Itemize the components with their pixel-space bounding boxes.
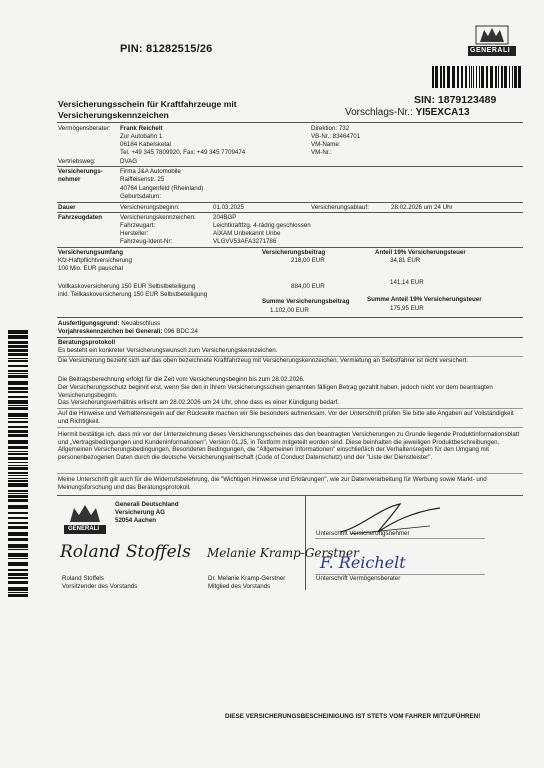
sig2-name: Dr. Melanie Kramp-Gerstner bbox=[208, 575, 286, 582]
signature-stoffels: Roland Stoffels bbox=[60, 542, 191, 562]
vorjahr-label: Vorjahreskennzeichen bei Generali: 096 BDC.24 bbox=[58, 328, 198, 335]
kz-label: Versicherungskennzeichen: bbox=[120, 214, 196, 221]
signature-kramp-gerstner: Melanie Kramp-Gerstner bbox=[207, 546, 359, 560]
kz-value: 204BGP bbox=[213, 214, 237, 221]
protokoll-p6: Auf die Hinweise und Verhaltensregeln auf der Rückseite machen wir Sie besonders aufmerksam. Vor der Unterschrift prüfen Sie bitte alle Angaben auf Vollständigkeit und Richtigkeit. bbox=[58, 410, 514, 425]
berater-label: Vermögensberater: bbox=[58, 125, 111, 132]
berater-tel: Tel. +49 345 7809920, Fax: +49 345 7709474 bbox=[120, 149, 246, 156]
berater-street: Zur Autobahn 1 bbox=[120, 133, 163, 140]
generali-logo bbox=[462, 22, 522, 58]
sig1-name: Roland Stoffels bbox=[62, 575, 104, 582]
protokoll-p3: Die Beitragsberechnung erfolgt für die Zeit vom Versicherungsbeginn bis zum 28.02.2026. bbox=[58, 376, 305, 383]
ablauf-value: 28.02.2026 um 24 Uhr bbox=[391, 204, 453, 211]
voll-detail: inkl. Teilkaskoversicherung 150 EUR Selbstbeteiligung bbox=[58, 291, 208, 298]
beginn-label: Versicherungsbeginn: bbox=[120, 204, 180, 211]
haft-detail: 100 Mio. EUR pauschal bbox=[58, 265, 124, 272]
ausfertigung-value: Neuabschluss bbox=[121, 320, 161, 327]
berater-caption: Unterschrift Vermögensberater bbox=[316, 575, 401, 582]
document-title bbox=[58, 99, 288, 120]
col-steuer: Anteil 19% Versicherungsteuer bbox=[375, 249, 466, 256]
sin-number: SIN: 1879123489 bbox=[414, 94, 497, 106]
ident-value: VLGVV53AFA3271786 bbox=[213, 238, 277, 245]
vm-name: VM-Name: bbox=[311, 141, 341, 148]
vorschlag-number: Vorschlags-Nr.: YI5EXCA13 bbox=[345, 107, 470, 118]
sum-beitrag-label: Summe Versicherungsbeitrag bbox=[262, 298, 350, 305]
voll-steuer: 141,14 EUR bbox=[390, 279, 424, 286]
voll-label: Vollkaskoversicherung 150 EUR Selbstbeteiligung bbox=[58, 283, 196, 290]
vm-nr: VM-Nr.: bbox=[311, 149, 332, 156]
footer-note: DIESE VERSICHERUNGSBESCHEINIGUNG IST STETS VOM FAHRER MITZUFÜHREN! bbox=[225, 713, 481, 720]
col-beitrag: Versicherungsbeitrag bbox=[262, 249, 326, 256]
barcode-top bbox=[432, 66, 522, 88]
vb-nr: VB-Nr.: 83464701 bbox=[311, 133, 361, 140]
sig2-role: Mitglied des Vorstands bbox=[208, 583, 271, 590]
beginn-value: 01.03.2025 bbox=[213, 204, 244, 211]
ablauf-label: Versicherungsablauf: bbox=[311, 204, 369, 211]
nehmer-geburt: Geburtsdatum: bbox=[120, 193, 161, 200]
protokoll-p1: Es besteht ein konkreter Versicherungswunsch zum Versicherungskennzeichen. bbox=[58, 347, 278, 354]
art-label: Fahrzeugart: bbox=[120, 222, 156, 229]
nehmer-street: Raiffeisenstr. 25 bbox=[120, 176, 165, 183]
sum-steuer: 175,95 EUR bbox=[390, 305, 424, 312]
voll-beitrag: 884,00 EUR bbox=[291, 283, 325, 290]
signature-berater: F. Reichelt bbox=[320, 553, 406, 572]
ausfertigung-label: Ausfertigungsgrund: Neuabschluss bbox=[58, 320, 161, 327]
nehmer-firm: Firma J&A Automobile bbox=[120, 168, 181, 175]
vorjahr-value: 096 BDC.24 bbox=[164, 328, 198, 335]
protokoll-p7: Hiermit bestätige ich, dass mir vor der Unterzeichnung dieses Versicherungsscheines das den beantragten Versicherungen zu Grunde liegende Produktinformationsblatt und „Vertragsbedingungen und Kundeninformationen", Version 01.25, in Textform mitgeteilt worden sind. Diese beinhalten die jeweiligen Produktbeschreibungen, Allgemeinen Versicherungsbedingungen, Besonderen Bedingungen, die "Allgemeinen Informationen" einschließlich der Verhaltensregeln für den Umgang mit personenbezogenen Daten durch die deutsche Versicherungswirtschaft (Code of Conduct Datenschutz) und der "Liste der Dienstleister". bbox=[58, 431, 520, 461]
customer-caption: Unterschrift Versicherungsnehmer bbox=[316, 530, 410, 537]
art-value: Leichtkraftfzg. 4-rädrig geschlossen bbox=[213, 222, 311, 229]
protokoll-p5: Das Versicherungsverhältnis erlischt am 28.02.2026 um 24 Uhr, ohne dass es einer Kündigung bedarf. bbox=[58, 399, 340, 406]
nehmer-label: Versicherungs- nehmer bbox=[58, 168, 103, 183]
hersteller-value: AIXAM Unbekannt Unbe bbox=[213, 230, 281, 237]
protokoll-p8: Meine Unterschrift gilt auch für die Widerrufsbelehrung, die "Wichtigen Hinweise und Erklärungen", wie zur Datenverarbeitung für Werbung sowie Markt- und Meinungsforschung und das Beratungsprotokoll. bbox=[58, 476, 487, 491]
sum-beitrag: 1.102,00 EUR bbox=[270, 307, 309, 314]
protokoll-label: Beratungsprotokoll bbox=[58, 339, 116, 346]
company-line3: 52054 Aachen bbox=[115, 517, 157, 524]
hersteller-label: Hersteller: bbox=[120, 230, 149, 237]
company-logo-text: GENERALI bbox=[68, 526, 100, 532]
pin-number: PIN: 81282515/26 bbox=[120, 43, 213, 55]
berater-name: Frank Reichelt bbox=[120, 125, 163, 132]
company-line1: Generali Deutschland bbox=[115, 501, 179, 508]
umfang-label: Versicherungsumfang bbox=[58, 249, 123, 256]
logo-text: GENERALI bbox=[470, 47, 511, 54]
vertriebsweg-label: Vertriebsweg: bbox=[58, 158, 96, 165]
vorschlag-value: YI5EXCA13 bbox=[415, 107, 470, 118]
haft-steuer: 34,81 EUR bbox=[390, 257, 421, 264]
fahrzeug-label: Fahrzeugdaten bbox=[58, 214, 103, 221]
nehmer-city: 40764 Langenfeld (Rheinland) bbox=[120, 185, 204, 192]
barcode-side bbox=[8, 330, 28, 600]
vertriebsweg-value: DVAG bbox=[120, 158, 138, 165]
sum-steuer-label: Summe Anteil 19% Versicherungsteuer bbox=[367, 296, 482, 303]
company-logo bbox=[62, 500, 108, 536]
sig1-role: Vorsitzender des Vorstands bbox=[62, 583, 138, 590]
haft-label: Kfz-Haftpflichtversicherung bbox=[58, 257, 132, 264]
haft-beitrag: 218,00 EUR bbox=[291, 257, 325, 264]
protokoll-p2: Die Versicherung bezieht sich auf das oben bezeichnete Kraftfahrzeug mit Versicherungskennzeichen. Vermietung an Selbstfahrer ist nicht versichert. bbox=[58, 357, 468, 364]
protokoll-p4: Der Versicherungsschutz beginnt erst, wenn Sie den in Ihrem Versicherungsschein genannten fälligen Betrag gezahlt haben, jedoch nicht vor dem beantragten Versicherungsbeginn. bbox=[58, 384, 493, 399]
berater-city: 06184 Kabelsketal bbox=[120, 141, 171, 148]
direktion: Direktion: 732 bbox=[311, 125, 350, 132]
title-line-2: Versicherungskennzeichen bbox=[58, 109, 169, 120]
company-line2: Versicherung AG bbox=[115, 509, 165, 516]
dauer-label: Dauer bbox=[58, 204, 76, 211]
title-line-1: Versicherungsschein für Kraftfahrzeuge mit bbox=[58, 99, 237, 109]
ident-label: Fahrzeug-Ident-Nr: bbox=[120, 238, 173, 245]
